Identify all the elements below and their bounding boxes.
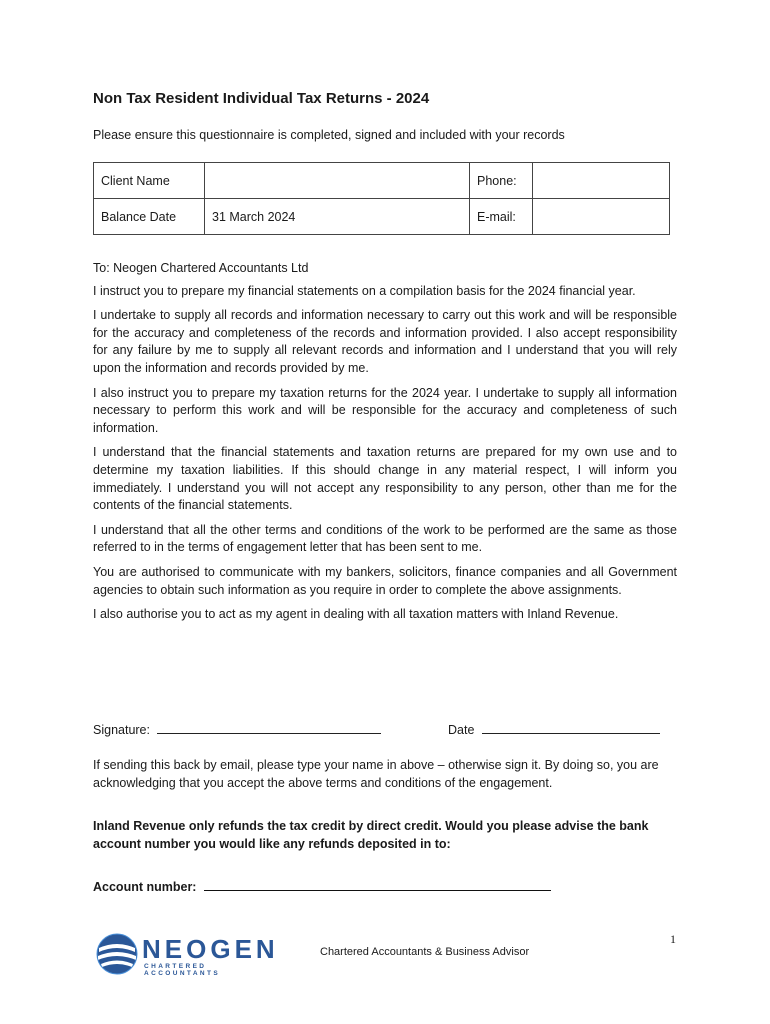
signature-line[interactable] — [157, 721, 381, 734]
email-note: If sending this back by email, please type your name in above – otherwise sign it. By doing so, you are acknowledging that you accept the above terms and conditions of the engagement. — [93, 758, 659, 790]
account-number-line[interactable] — [204, 878, 551, 891]
addressee: To: Neogen Chartered Accountants Ltd — [93, 261, 309, 275]
client-name-field[interactable] — [205, 163, 470, 199]
table-row — [94, 163, 670, 199]
balance-date-label: Balance Date — [94, 199, 205, 235]
client-name-label: Client Name — [94, 163, 205, 199]
intro-text: Please ensure this questionnaire is completed, signed and included with your records — [93, 128, 565, 142]
phone-label: Phone: — [470, 163, 533, 199]
account-number-row — [93, 878, 551, 894]
signature-group — [93, 721, 381, 737]
date-line[interactable] — [482, 721, 660, 734]
paragraph: I understand that the financial statements and taxation returns are prepared for my own use and to determine my taxation liabilities. If this should change in any material respect, I will inform you immediately. I understand you will not accept any responsibility to any person, other than me for the contents of the financial statements. — [93, 445, 677, 513]
account-number-label: Account number: — [93, 880, 197, 894]
table-row — [94, 199, 670, 235]
signature-label: Signature: — [93, 723, 150, 737]
page-title: Non Tax Resident Individual Tax Returns - 2024 — [93, 90, 430, 107]
phone-field[interactable] — [533, 163, 670, 199]
date-label: Date — [448, 723, 475, 737]
email-label: E-mail: — [470, 199, 533, 235]
paragraph: You are authorised to communicate with my bankers, solicitors, finance companies and all Government agencies to obtain such information as you require in order to complete the above assignments. — [93, 564, 677, 597]
refund-note: Inland Revenue only refunds the tax credit by direct credit. Would you please advise the bank account number you would like any refunds deposited in to: — [93, 819, 649, 851]
balance-date-value: 31 March 2024 — [205, 199, 470, 235]
paragraph: I also authorise you to act as my agent in dealing with all taxation matters with Inland Revenue. — [93, 607, 619, 622]
client-details-table — [93, 162, 670, 235]
paragraph: I undertake to supply all records and information necessary to carry out this work and will be responsible for the accuracy and completeness of the records and information provided. I also accept responsibility for any failure by me to supply all relevant records and information and I understand that you will rely upon the information and records provided by me. — [93, 308, 677, 375]
paragraph: I also instruct you to prepare my taxation returns for the 2024 year. I undertake to supply all information necessary to perform this work and will be responsible for the accuracy and completeness of such information. — [93, 385, 677, 435]
page-number: 1 — [670, 932, 676, 946]
date-group — [448, 721, 660, 737]
paragraph: I understand that all the other terms and conditions of the work to be performed are the same as those referred to in the terms of engagement letter that has been sent to me. — [93, 522, 677, 555]
neogen-logo — [95, 932, 280, 976]
footer-tagline: Chartered Accountants & Business Advisor — [320, 946, 530, 958]
email-field[interactable] — [533, 199, 670, 235]
logo-wordmark: NEOGEN — [142, 934, 279, 964]
letter-body — [93, 260, 677, 631]
logo-globe-icon — [95, 932, 139, 976]
logo-subtitle: CHARTERED ACCOUNTANTS — [144, 963, 221, 977]
paragraph: I instruct you to prepare my financial statements on a compilation basis for the 2024 financial year. — [93, 283, 636, 298]
